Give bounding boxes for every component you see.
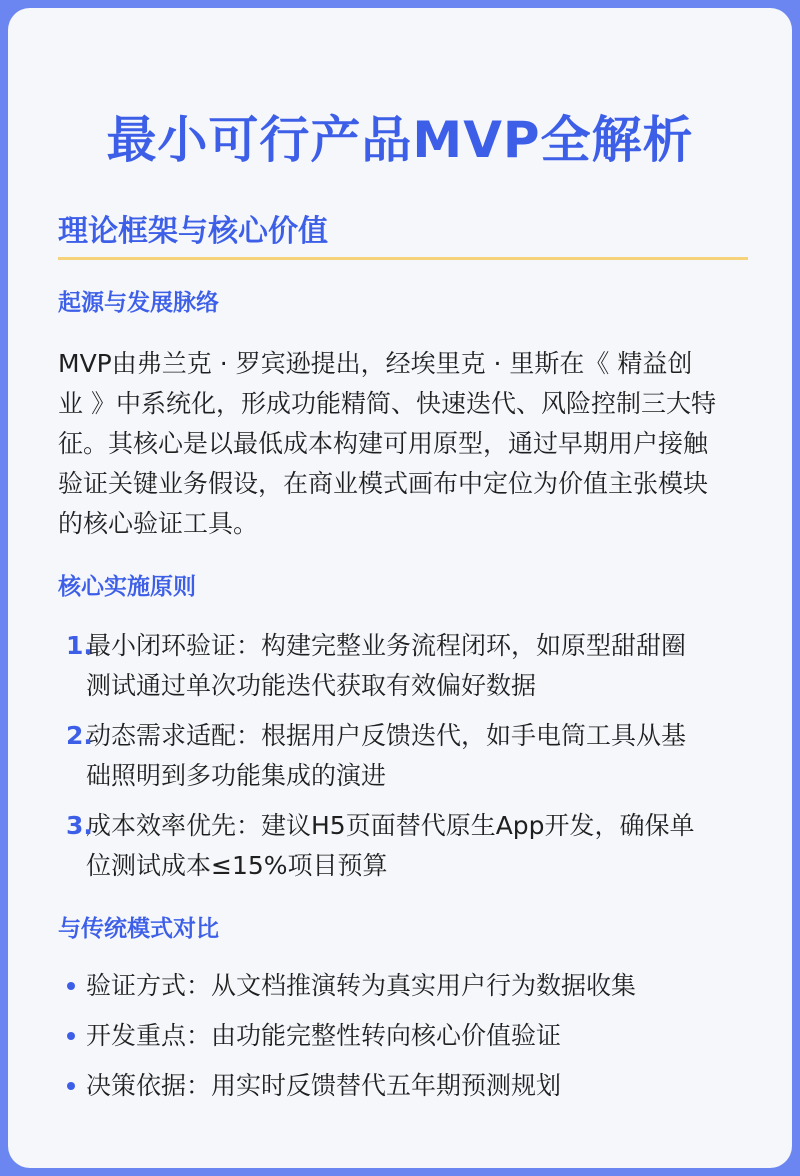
principle-line: 位测试成本≤15%项目预算 [86, 851, 388, 880]
comparison-text: 验证方式：从文档推演转为真实用户行为数据收集 [86, 971, 637, 1000]
bullet-icon [67, 982, 75, 990]
comparison-item [58, 1016, 561, 1056]
origin-line: 验证关键业务假设，在商业模式画布中定位为价值主张模块 [58, 469, 709, 498]
comparison-heading: 与传统模式对比 [58, 916, 219, 942]
principle-item [58, 626, 758, 706]
comparison-text: 决策依据：用实时反馈替代五年期预测规划 [86, 1071, 562, 1100]
section-title: 理论框架与核心价值 [58, 214, 328, 249]
bullet-icon [67, 1082, 75, 1090]
origin-heading: 起源与发展脉络 [58, 290, 219, 316]
principles-list [58, 626, 758, 886]
comparison-item [58, 1066, 561, 1106]
origin-line: MVP由弗兰克 · 罗宾逊提出，经埃里克 · 里斯在《 精益创 [58, 349, 693, 378]
origin-line: 的核心验证工具。 [58, 509, 259, 538]
item-number: 2. [66, 721, 93, 750]
origin-line: 业 》中系统化，形成功能精简、快速迭代、风险控制三大特 [58, 389, 716, 418]
principle-item [58, 716, 758, 796]
content-card [8, 8, 792, 1168]
comparison-item [58, 966, 636, 1006]
principle-line: 础照明到多功能集成的演进 [86, 761, 387, 790]
page-title: 最小可行产品MVP全解析 [106, 111, 694, 169]
section-divider [58, 257, 748, 260]
origin-paragraph [58, 344, 758, 544]
item-number: 3. [66, 811, 93, 840]
principle-line: 成本效率优先：建议H5页面替代原生App开发，确保单 [86, 811, 695, 840]
principles-heading: 核心实施原则 [58, 574, 196, 600]
bullet-icon [67, 1032, 75, 1040]
origin-line: 征。其核心是以最低成本构建可用原型，通过早期用户接触 [58, 429, 709, 458]
principle-line: 动态需求适配：根据用户反馈迭代，如手电筒工具从基 [86, 721, 687, 750]
principle-item [58, 806, 758, 886]
principle-line: 最小闭环验证：构建完整业务流程闭环，如原型甜甜圈 [86, 631, 687, 660]
comparison-text: 开发重点：由功能完整性转向核心价值验证 [86, 1021, 562, 1050]
item-number: 1. [66, 631, 93, 660]
principle-line: 测试通过单次功能迭代获取有效偏好数据 [86, 671, 537, 700]
